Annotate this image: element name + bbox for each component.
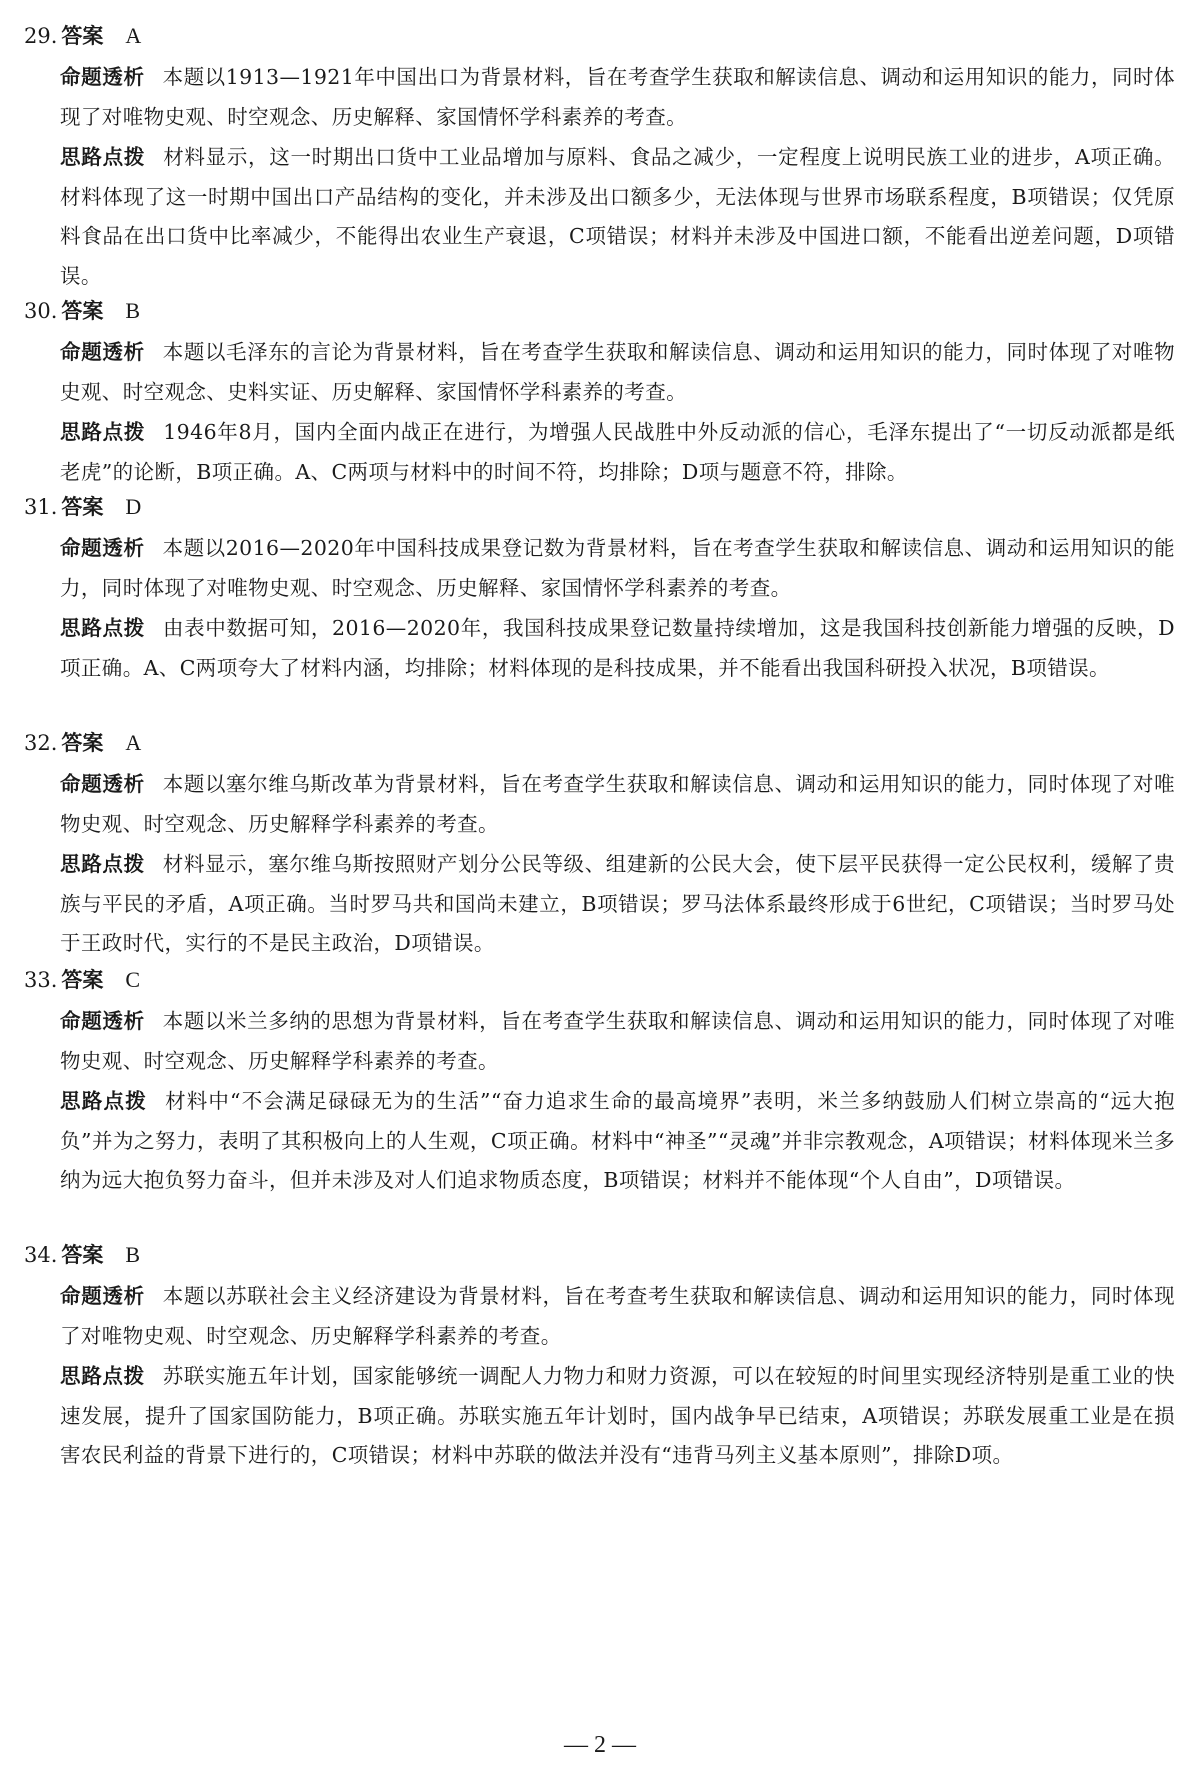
question-number: 32. (24, 731, 58, 755)
analysis-text: 本题以1913—1921年中国出口为背景材料，旨在考查学生获取和解读信息、调动和运用知识的能力，同时体现了对唯物史观、时空观念、历史解释、家国情怀学科素养的考查。 (60, 65, 1175, 129)
analysis-label: 命题透析 (60, 65, 145, 89)
answer-label: 答案 (61, 968, 104, 992)
analysis-text: 本题以苏联社会主义经济建设为背景材料，旨在考查考生获取和解读信息、调动和运用知识的能力，同时体现了对唯物史观、时空观念、历史解释学科素养的考查。 (60, 1284, 1176, 1348)
answer-line-33 (24, 965, 1174, 995)
analysis-29 (60, 58, 1175, 137)
hint-label: 思路点拨 (60, 1089, 148, 1113)
analysis-label: 命题透析 (60, 536, 145, 560)
question-number: 30. (24, 299, 58, 323)
hint-29 (60, 138, 1175, 296)
answer-value: A (125, 23, 142, 48)
analysis-34 (60, 1277, 1175, 1356)
analysis-label: 命题透析 (60, 1009, 145, 1033)
answer-label: 答案 (61, 299, 104, 323)
answer-value: B (125, 298, 141, 323)
question-number: 29. (24, 24, 58, 48)
answer-label: 答案 (61, 495, 104, 519)
analysis-text: 本题以米兰多纳的思想为背景材料，旨在考查学生获取和解读信息、调动和运用知识的能力，同时体现了对唯物史观、时空观念、历史解释学科素养的考查。 (60, 1009, 1176, 1073)
hint-label: 思路点拨 (60, 145, 146, 169)
analysis-label: 命题透析 (60, 340, 145, 364)
analysis-text: 本题以塞尔维乌斯改革为背景材料，旨在考查学生获取和解读信息、调动和运用知识的能力，同时体现了对唯物史观、时空观念、历史解释学科素养的考查。 (60, 772, 1176, 836)
answer-line-32 (24, 728, 1174, 758)
hint-text: 材料中“不会满足碌碌无为的生活”“奋力追求生命的最高境界”表明，米兰多纳鼓励人们树立崇高的“远大抱负”并为之努力，表明了其积极向上的人生观，C项正确。材料中“神圣”“灵魂”并非宗教观念，A项错误；材料体现米兰多纳为远大抱负努力奋斗，但并未涉及对人们追求物质态度，B项错误；材料并不能体现“个人自由”，D项错误。 (60, 1089, 1176, 1192)
hint-label: 思路点拨 (60, 1364, 145, 1388)
answer-line-34 (24, 1240, 1174, 1270)
answer-value: D (125, 494, 142, 519)
answer-label: 答案 (61, 731, 104, 755)
hint-label: 思路点拨 (60, 616, 145, 640)
analysis-30 (60, 333, 1175, 412)
question-number: 34. (24, 1243, 58, 1267)
answer-line-31 (24, 492, 1174, 522)
answer-value: A (125, 730, 142, 755)
hint-34 (60, 1357, 1175, 1476)
analysis-label: 命题透析 (60, 772, 145, 796)
hint-text: 由表中数据可知，2016—2020年，我国科技成果登记数量持续增加，这是我国科技创新能力增强的反映，D项正确。A、C两项夸大了材料内涵，均排除；材料体现的是科技成果，并不能看出我国科研投入状况，B项错误。 (60, 616, 1176, 680)
hint-text: 1946年8月，国内全面内战正在进行，为增强人民战胜中外反动派的信心，毛泽东提出了“一切反动派都是纸老虎”的论断，B项正确。A、C两项与材料中的时间不符，均排除；D项与题意不符，排除。 (60, 420, 1175, 484)
hint-33 (60, 1082, 1175, 1201)
hint-31 (60, 609, 1175, 688)
hint-text: 材料显示，这一时期出口货中工业品增加与原料、食品之减少，一定程度上说明民族工业的进步，A项正确。材料体现了这一时期中国出口产品结构的变化，并未涉及出口额多少，无法体现与世界市场联系程度，B项错误；仅凭原料食品在出口货中比率减少，不能得出农业生产衰退，C项错误；材料并未涉及中国进口额，不能看出逆差问题，D项错误。 (60, 145, 1175, 288)
hint-text: 材料显示，塞尔维乌斯按照财产划分公民等级、组建新的公民大会，使下层平民获得一定公民权利，缓解了贵族与平民的矛盾，A项正确。当时罗马共和国尚未建立，B项错误；罗马法体系最终形成于6世纪，C项错误；当时罗马处于王政时代，实行的不是民主政治，D项错误。 (60, 852, 1176, 955)
analysis-text: 本题以毛泽东的言论为背景材料，旨在考查学生获取和解读信息、调动和运用知识的能力，同时体现了对唯物史观、时空观念、史料实证、历史解释、家国情怀学科素养的考查。 (60, 340, 1176, 404)
answer-label: 答案 (61, 1243, 104, 1267)
analysis-label: 命题透析 (60, 1284, 145, 1308)
hint-label: 思路点拨 (60, 852, 145, 876)
answer-line-29 (24, 21, 1174, 51)
analysis-32 (60, 765, 1175, 844)
hint-32 (60, 845, 1175, 964)
hint-text: 苏联实施五年计划，国家能够统一调配人力物力和财力资源，可以在较短的时间里实现经济特别是重工业的快速发展，提升了国家国防能力，B项正确。苏联实施五年计划时，国内战争早已结束，A项错误；苏联发展重工业是在损害农民利益的背景下进行的，C项错误；材料中苏联的做法并没有“违背马列主义基本原则”，排除D项。 (60, 1364, 1176, 1467)
question-number: 33. (24, 968, 58, 992)
analysis-33 (60, 1002, 1175, 1081)
hint-30 (60, 413, 1175, 492)
answer-value: C (125, 967, 141, 992)
analysis-31 (60, 529, 1175, 608)
answer-line-30 (24, 296, 1174, 326)
hint-label: 思路点拨 (60, 420, 146, 444)
page-number: — 2 — (564, 1732, 636, 1758)
answer-label: 答案 (61, 24, 104, 48)
analysis-text: 本题以2016—2020年中国科技成果登记数为背景材料，旨在考查学生获取和解读信息、调动和运用知识的能力，同时体现了对唯物史观、时空观念、历史解释、家国情怀学科素养的考查。 (60, 536, 1175, 600)
answer-value: B (125, 1242, 141, 1267)
question-number: 31. (24, 495, 58, 519)
